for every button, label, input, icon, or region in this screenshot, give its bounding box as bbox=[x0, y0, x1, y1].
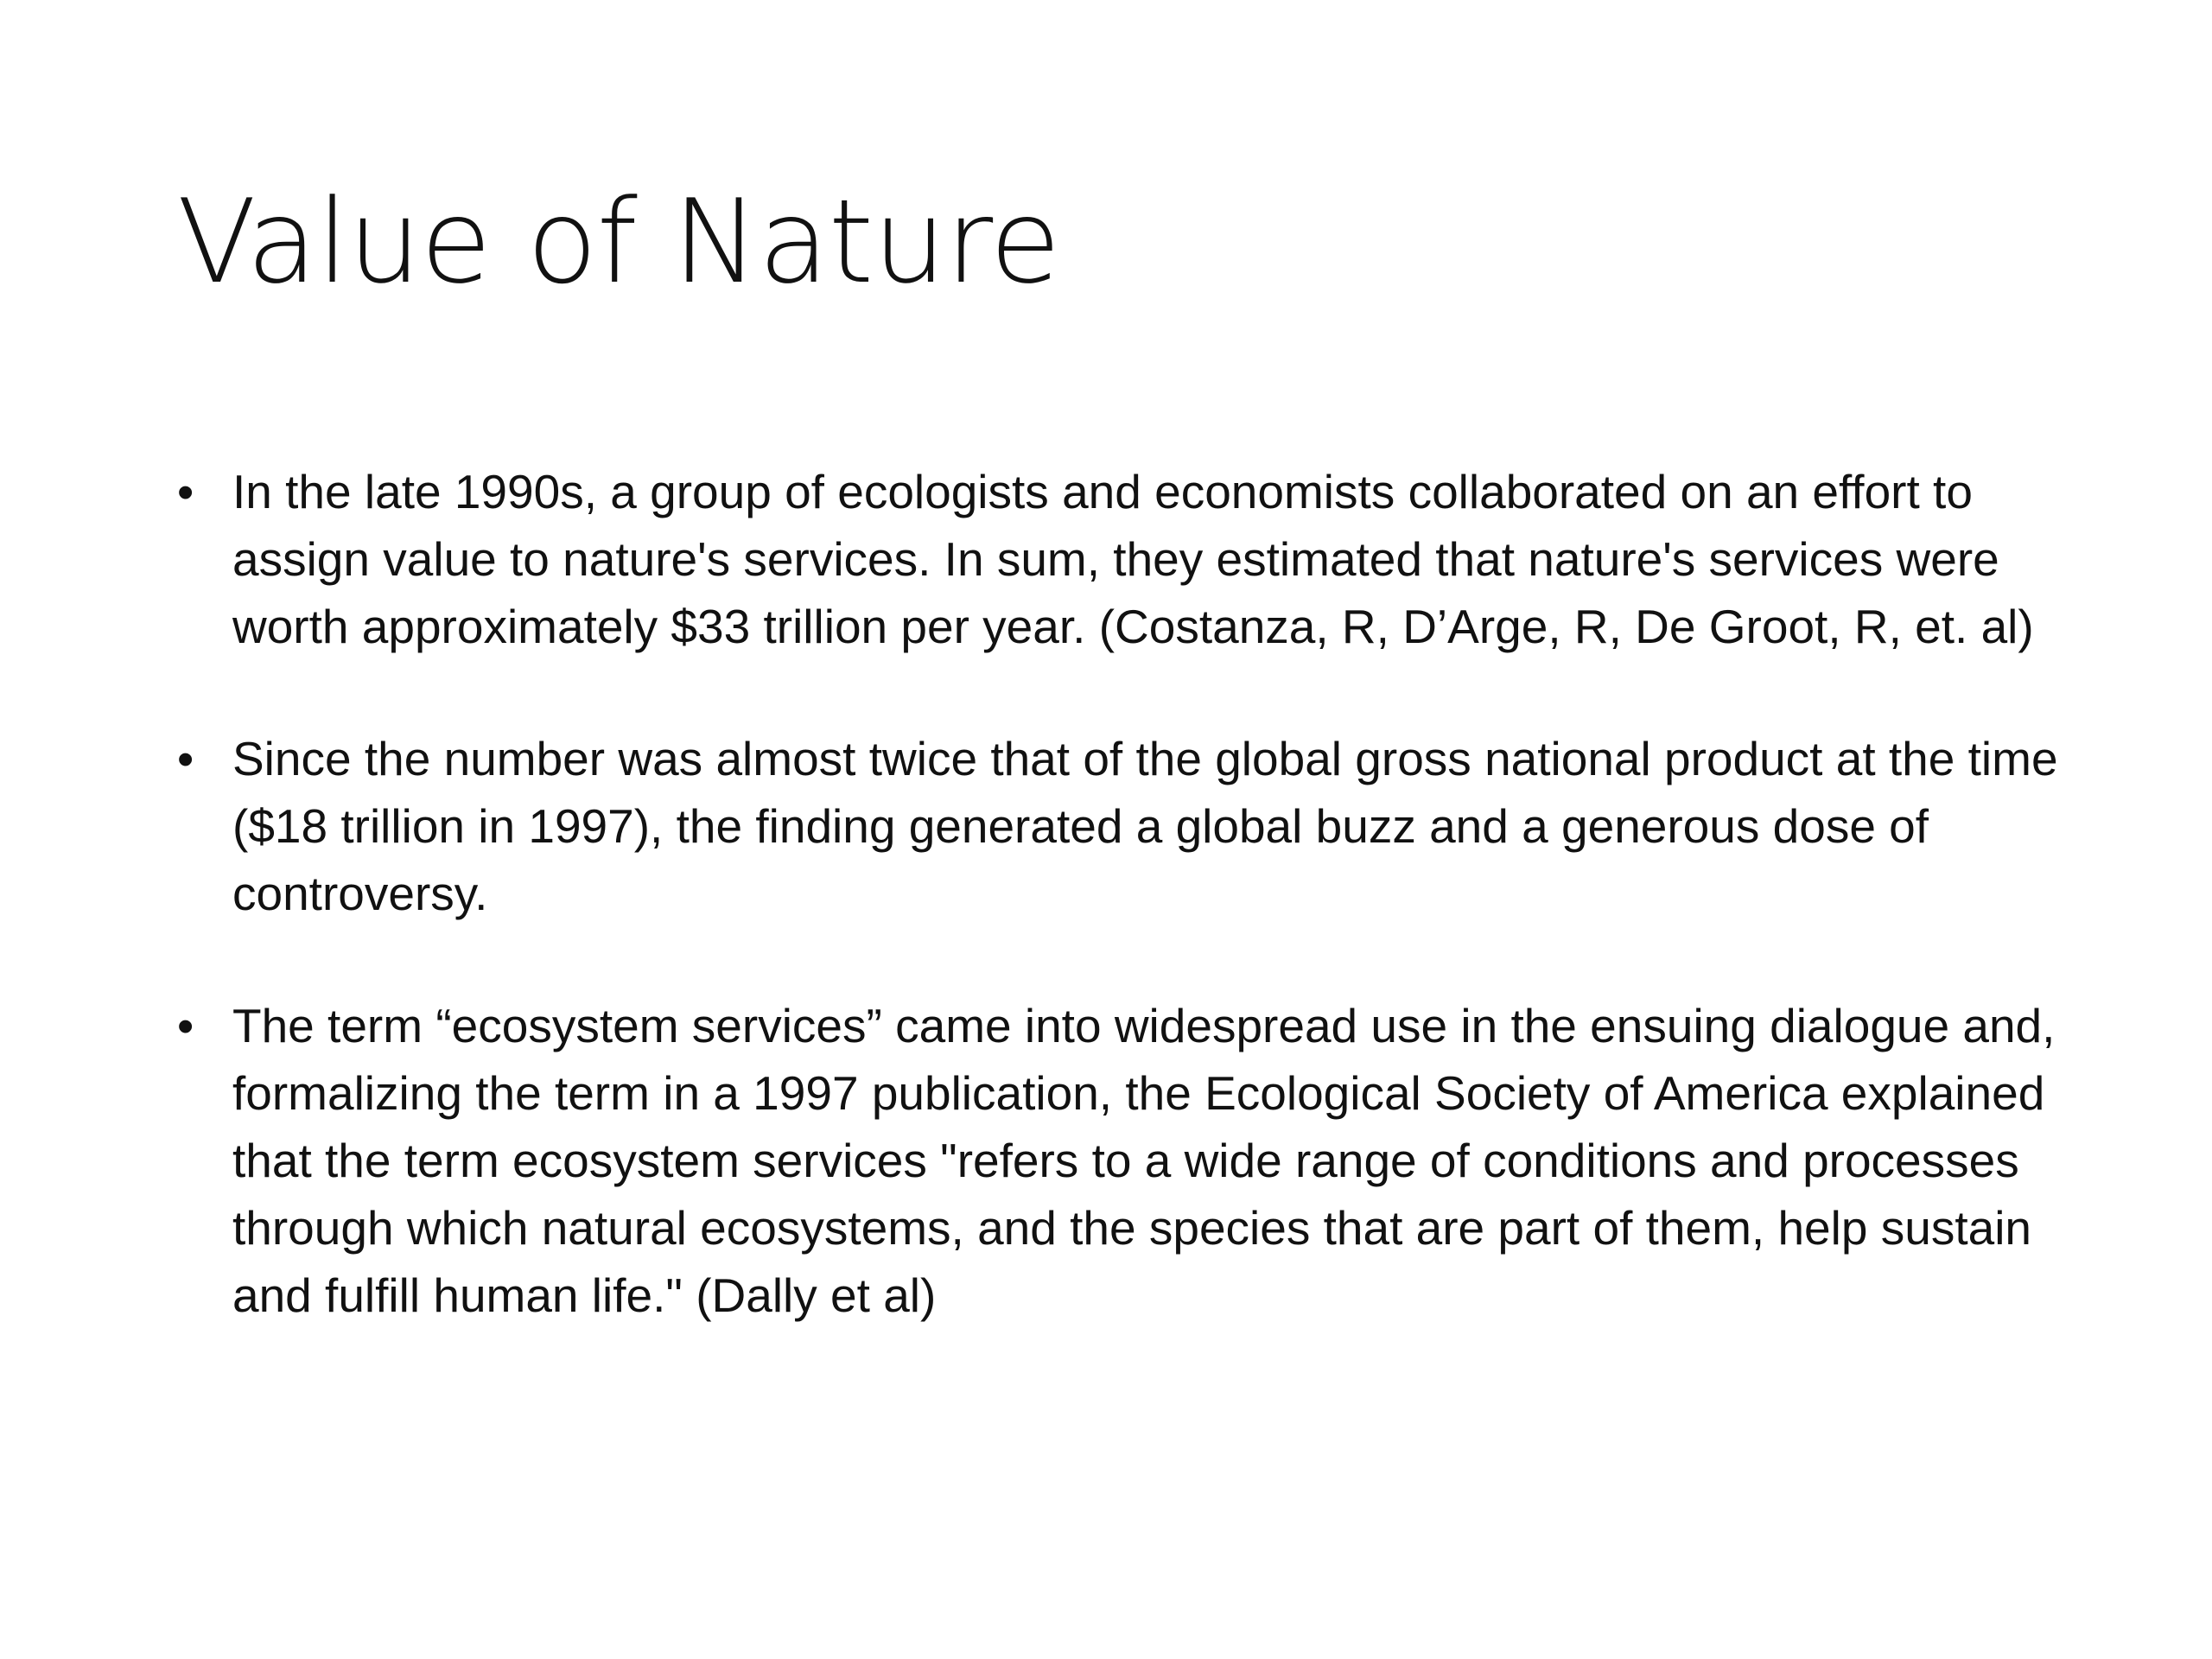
bullet-text: Since the number was almost twice that of the global gross national product at the time ($18 trillion in 1997), the finding generated a global buzz and a generous dose of controversy. bbox=[232, 732, 2058, 920]
bullet-icon: • bbox=[177, 999, 194, 1052]
bullet-item bbox=[177, 458, 2087, 660]
bullet-icon: • bbox=[177, 465, 194, 518]
bullet-item bbox=[177, 725, 2087, 927]
bullet-item bbox=[177, 992, 2087, 1329]
bullet-text: The term “ecosystem services” came into widespread use in the ensuing dialogue and, formalizing the term in a 1997 publication, the Ecological Society of America explained that the term ecosystem services "refers to a wide range of conditions and processes through which natural ecosystems, and the species that are part of them, help sustain and fulfill human life." (Dally et al) bbox=[232, 999, 2056, 1322]
slide-title: Value of Nature bbox=[177, 175, 1060, 309]
bullet-icon: • bbox=[177, 732, 194, 785]
bullet-list bbox=[177, 458, 2087, 1394]
bullet-text: In the late 1990s, a group of ecologists and economists collaborated on an effort to assign value to nature's services. In sum, they estimated that nature's services were worth approximately $33 trillion per year. (Costanza, R, D’Arge, R, De Groot, R, et. al) bbox=[232, 465, 2034, 653]
